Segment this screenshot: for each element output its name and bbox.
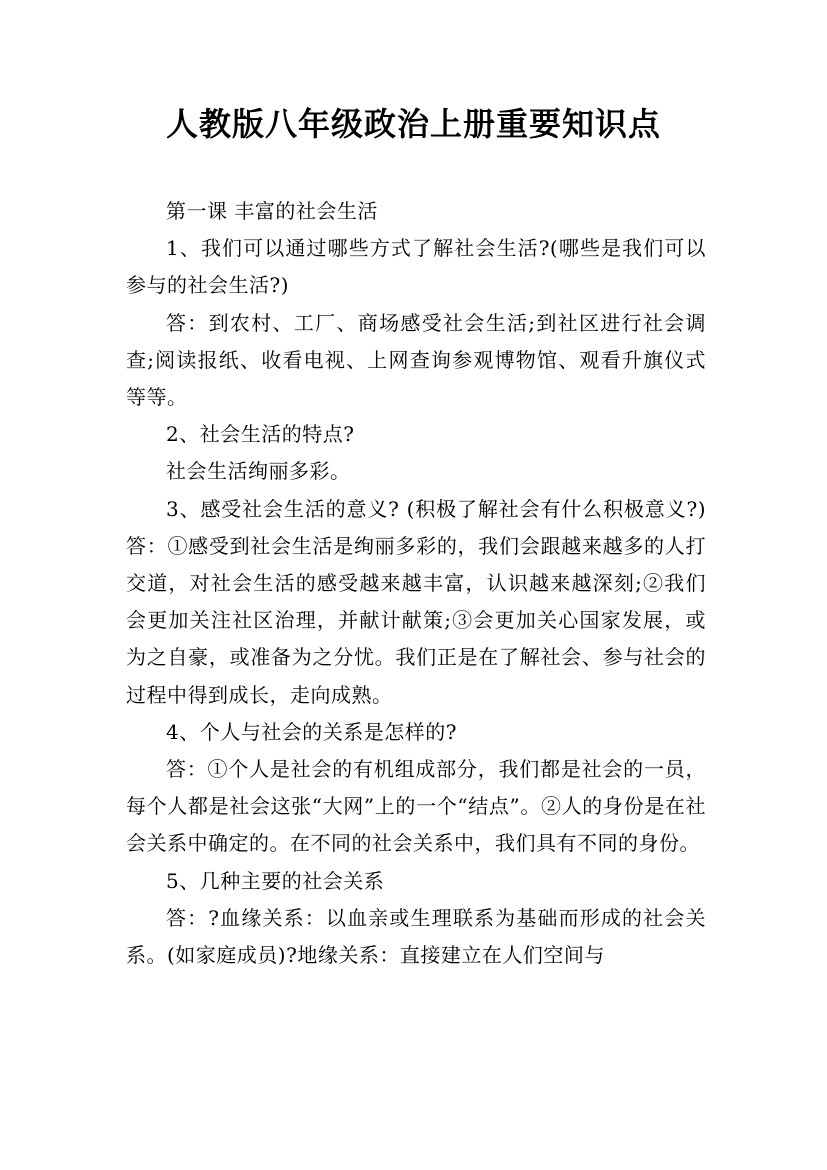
paragraph-question-2: 2、社会生活的特点?	[166, 422, 355, 447]
paragraph-answer-4: 答：①个人是社会的有机组成部分，我们都是社会的一员，每个人都是社会这张“大网”上的一个“结点”。②人的身份是在社会关系中确定的。在不同的社会关系中，我们具有不同的身份。	[126, 757, 706, 856]
paragraph-answer-1: 答：到农村、工厂、商场感受社会生活;到社区进行社会调查;阅读报纸、收看电视、上网查询参观博物馆、观看升旗仪式等等。	[126, 310, 706, 410]
paragraph-answer-5: 答：?血缘关系：以血亲或生理联系为基础而形成的社会关系。(如家庭成员)?地缘关系：直接建立在人们空间与	[126, 905, 706, 968]
paragraph-lesson-heading: 第一课 丰富的社会生活	[166, 199, 378, 223]
document-title: 人教版八年级政治上册重要知识点	[165, 105, 661, 143]
document-body	[126, 193, 706, 974]
paragraph-question-answer-3: 3、感受社会生活的意义? (积极了解社会有什么积极意义?)答：①感受到社会生活是绚丽多彩的，我们会跟越来越多的人打交道，对社会生活的感受越来越丰富，认识越来越深刻;②我们会更加关注社区治理，并献计献策;③会更加关心国家发展，或为之自豪，或准备为之分忧。我们正是在了解社会、参与社会的过程中得到成长，走向成熟。	[126, 496, 706, 707]
paragraph-question-4: 4、个人与社会的关系是怎样的?	[166, 719, 457, 744]
paragraph-question-5: 5、几种主要的社会关系	[166, 868, 385, 893]
paragraph-answer-2: 社会生活绚丽多彩。	[166, 459, 351, 484]
paragraph-question-1: 1、我们可以通过哪些方式了解社会生活?(哪些是我们可以参与的社会生活?)	[126, 236, 706, 298]
